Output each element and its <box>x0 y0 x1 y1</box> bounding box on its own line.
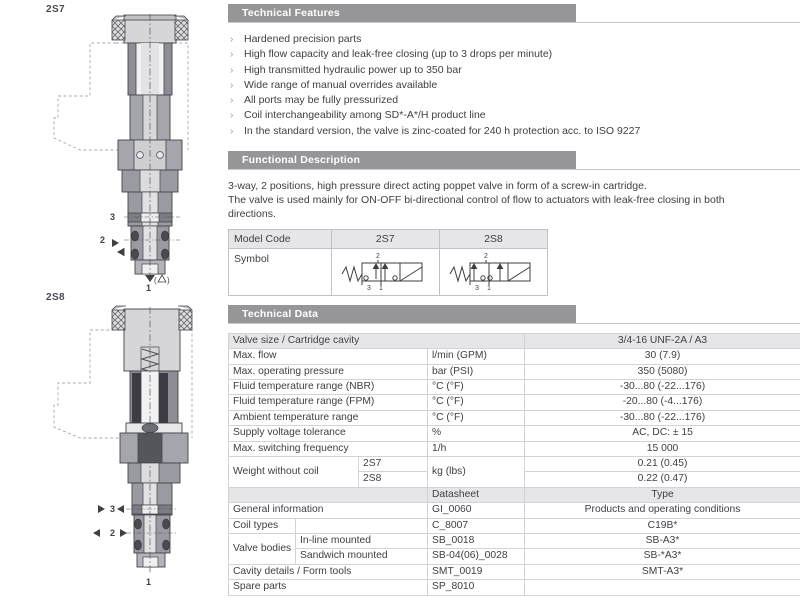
model-code-label: Model Code <box>229 229 332 248</box>
chevron-right-icon: › <box>230 64 234 76</box>
weight-unit: kg (lbs) <box>428 456 525 487</box>
doc-sub <box>296 518 428 533</box>
hydraulic-symbol-2s7 <box>335 249 435 291</box>
row-value: -30...80 (-22...176) <box>525 379 800 394</box>
table-row <box>229 441 800 456</box>
symbol-label: Symbol <box>229 248 332 295</box>
table-row <box>229 518 800 533</box>
doc-type: SB-*A3* <box>525 549 800 564</box>
model-col-2s7: 2S7 <box>331 229 439 248</box>
functional-description-title: Functional Description <box>242 154 361 167</box>
table-row <box>229 456 800 471</box>
chevron-right-icon: › <box>230 125 234 137</box>
table-row <box>229 487 800 502</box>
technical-features-title: Technical Features <box>242 7 340 19</box>
doc-type: SB-A3* <box>525 533 800 548</box>
chevron-right-icon: › <box>230 34 234 45</box>
row-unit: °C (°F) <box>428 379 525 394</box>
svg-text:2: 2 <box>100 235 106 245</box>
table-row <box>229 229 548 248</box>
row-unit: °C (°F) <box>428 395 525 410</box>
feature-text: Wide range of manual overrides available <box>244 78 438 91</box>
doc-type: C19B* <box>525 518 800 533</box>
type-header: Type <box>525 487 800 502</box>
technical-features-header <box>228 4 800 23</box>
valve-drawing-2s7 <box>28 8 228 293</box>
model-col-2s8: 2S8 <box>439 229 547 248</box>
svg-text:2: 2 <box>484 253 489 261</box>
doc-label: Cavity details / Form tools <box>229 564 428 579</box>
feature-text: Coil interchangeability among SD*-A*/H product line <box>244 109 486 122</box>
list-item <box>228 32 800 47</box>
valve-size-value: 3/4-16 UNF-2A / A3 <box>525 333 800 348</box>
chevron-right-icon: › <box>230 110 234 122</box>
technical-data-header <box>228 305 800 324</box>
table-row <box>229 549 800 564</box>
row-label: Max. operating pressure <box>229 364 428 379</box>
svg-text:1: 1 <box>146 283 152 293</box>
row-label: Supply voltage tolerance <box>229 426 428 441</box>
svg-text:3: 3 <box>110 212 116 222</box>
row-value: 30 (7.9) <box>525 349 800 364</box>
row-label: Fluid temperature range (FPM) <box>229 395 428 410</box>
table-row <box>229 533 800 548</box>
empty-cell <box>229 487 428 502</box>
row-value: -20...80 (-4...176) <box>525 395 800 410</box>
doc-datasheet: SB_0018 <box>428 533 525 548</box>
doc-datasheet: SMT_0019 <box>428 564 525 579</box>
functional-description-section <box>228 179 800 296</box>
technical-data-title: Technical Data <box>242 307 319 320</box>
content-column <box>228 0 800 596</box>
doc-sub: Sandwich mounted <box>296 549 428 564</box>
doc-sub: In-line mounted <box>296 533 428 548</box>
row-unit: 1/h <box>428 441 525 456</box>
svg-text:3: 3 <box>110 504 116 514</box>
svg-text:3: 3 <box>367 285 372 292</box>
model-label-2s8: 2S8 <box>46 292 65 303</box>
doc-type: Products and operating conditions <box>525 503 800 518</box>
list-item <box>228 78 800 93</box>
table-row <box>229 395 800 410</box>
chevron-right-icon: › <box>230 49 234 61</box>
svg-text:(: ( <box>154 276 157 285</box>
row-label: Max. flow <box>229 349 428 364</box>
functional-description-header <box>228 151 800 170</box>
weight-variant-code: 2S7 <box>359 456 428 471</box>
table-row <box>229 349 800 364</box>
list-item <box>228 124 800 139</box>
row-unit: °C (°F) <box>428 410 525 425</box>
svg-text:1: 1 <box>487 285 492 292</box>
doc-label: Coil types <box>229 518 296 533</box>
weight-variant-code: 2S8 <box>359 472 428 487</box>
row-unit: % <box>428 426 525 441</box>
description-line-1: 3-way, 2 positions, high pressure direct acting poppet valve in form of a screw-in cartridge. <box>228 180 647 193</box>
doc-datasheet: GI_0060 <box>428 503 525 518</box>
symbol-cell-2s8 <box>439 248 547 295</box>
technical-data-table <box>228 333 800 596</box>
feature-text: All ports may be fully pressurized <box>244 94 399 107</box>
drawings-column <box>0 0 228 600</box>
table-row <box>229 333 800 348</box>
technical-features-section <box>228 32 800 139</box>
weight-label: Weight without coil <box>229 456 359 487</box>
svg-text:3: 3 <box>475 285 480 292</box>
table-row <box>229 580 800 595</box>
doc-datasheet: C_8007 <box>428 518 525 533</box>
doc-type <box>525 580 800 595</box>
row-value: AC, DC: ± 15 <box>525 426 800 441</box>
list-item <box>228 93 800 108</box>
svg-text:2: 2 <box>376 253 381 261</box>
description-line-3: directions. <box>228 208 276 221</box>
feature-text: In the standard version, the valve is zinc-coated for 240 h protection acc. to ISO 9227 <box>244 124 641 137</box>
list-item <box>228 47 800 62</box>
svg-text:1: 1 <box>379 285 384 292</box>
valve-bodies-label: Valve bodies <box>229 533 296 564</box>
table-row <box>229 426 800 441</box>
svg-text:2: 2 <box>110 528 116 538</box>
row-label: Fluid temperature range (NBR) <box>229 379 428 394</box>
row-label: Ambient temperature range <box>229 410 428 425</box>
hydraulic-symbol-2s8 <box>443 249 543 291</box>
table-row <box>229 564 800 579</box>
valve-size-label: Valve size / Cartridge cavity <box>229 333 525 348</box>
datasheet-header: Datasheet <box>428 487 525 502</box>
doc-label: General information <box>229 503 428 518</box>
list-item <box>228 63 800 78</box>
svg-text:): ) <box>167 276 170 285</box>
technical-features-list <box>228 32 800 139</box>
weight-value: 0.21 (0.45) <box>525 456 800 471</box>
table-row <box>229 410 800 425</box>
table-row <box>229 503 800 518</box>
weight-value: 0.22 (0.47) <box>525 472 800 487</box>
feature-text: High flow capacity and leak-free closing (up to 3 drops per minute) <box>244 48 553 61</box>
doc-datasheet: SP_8010 <box>428 580 525 595</box>
doc-label: Spare parts <box>229 580 428 595</box>
feature-text: High transmitted hydraulic power up to 350 bar <box>244 63 462 76</box>
row-value: 15 000 <box>525 441 800 456</box>
row-label: Max. switching frequency <box>229 441 428 456</box>
row-value: 350 (5080) <box>525 364 800 379</box>
list-item <box>228 108 800 123</box>
table-row <box>229 379 800 394</box>
row-unit: l/min (GPM) <box>428 349 525 364</box>
doc-type: SMT-A3* <box>525 564 800 579</box>
description-line-2: The valve is used mainly for ON-OFF bi-directional control of flow to actuators with leak-free closing in both <box>228 194 725 207</box>
feature-text: Hardened precision parts <box>244 33 362 45</box>
row-value: -30...80 (-22...176) <box>525 410 800 425</box>
chevron-right-icon: › <box>230 79 234 91</box>
symbol-cell-2s7 <box>331 248 439 295</box>
valve-drawing-2s8 <box>28 305 228 593</box>
row-unit: bar (PSI) <box>428 364 525 379</box>
svg-text:1: 1 <box>146 577 152 587</box>
chevron-right-icon: › <box>230 95 234 107</box>
table-row <box>229 248 548 295</box>
table-row <box>229 364 800 379</box>
model-code-table <box>228 229 548 296</box>
doc-datasheet: SB-04(06)_0028 <box>428 549 525 564</box>
model-label-2s7: 2S7 <box>46 4 65 15</box>
